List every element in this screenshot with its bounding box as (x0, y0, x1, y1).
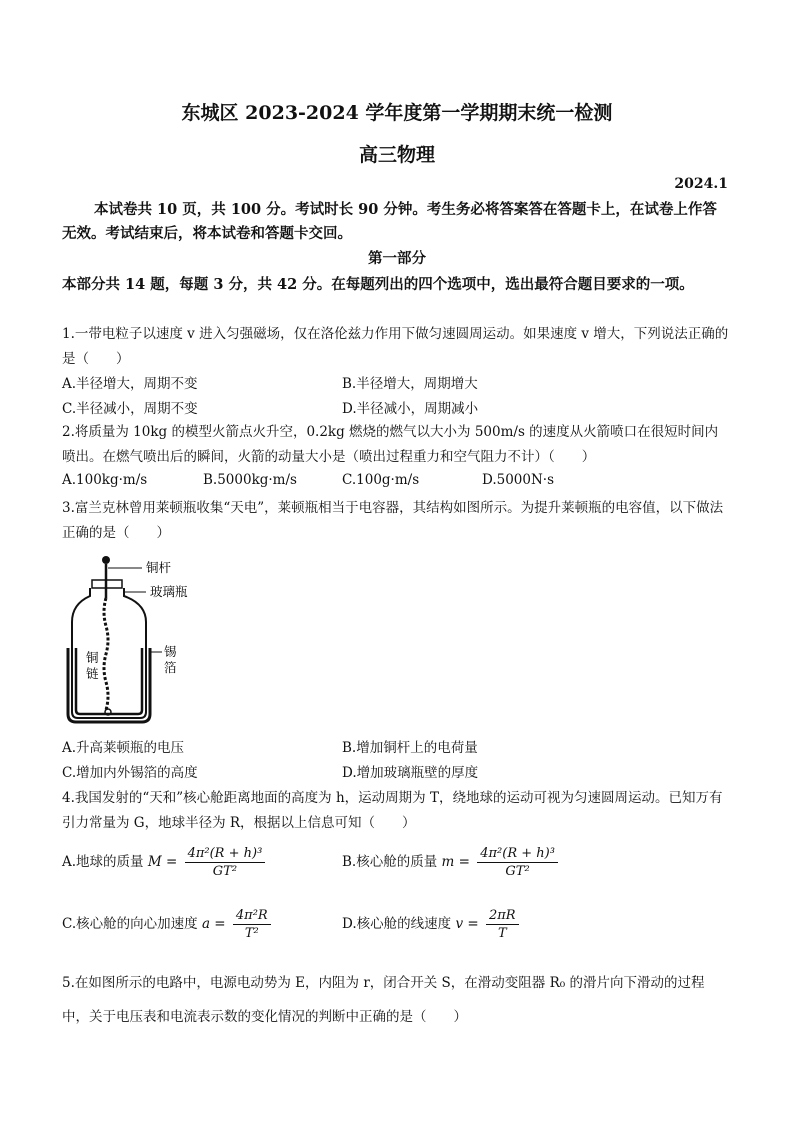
q2-option-b: B.5000kg·m/s (203, 472, 297, 488)
label-foil-1: 锡 (164, 644, 177, 659)
copper-chain (104, 598, 108, 710)
q1-option-b: B.半径增大，周期增大 (342, 376, 478, 392)
section-title: 第一部分 (368, 250, 426, 267)
q4-c-label: C.核心舱的向心加速度 (62, 916, 198, 932)
q2-option-d: D.5000N·s (482, 472, 555, 488)
q2-option-a: A.100kg·m/s (62, 472, 148, 488)
q4-d-lhs: v = (455, 916, 479, 932)
q4-a-label: A.地球的质量 (62, 854, 144, 870)
q4-c-numerator: 4π²R (233, 908, 271, 925)
q4-d-label: D.核心舱的线速度 (342, 916, 452, 932)
leyden-jar-diagram (62, 552, 212, 724)
page-title: 东城区 2023-2024 学年度第一学期期末统一检测 (181, 102, 613, 124)
outer-foil (68, 648, 150, 722)
q1-option-a: A.半径增大，周期不变 (62, 376, 198, 392)
q4-d-fraction (486, 908, 519, 941)
q4-a-numerator: 4π²(R + h)³ (185, 846, 266, 863)
q4-d-numerator: 2πR (486, 908, 519, 925)
q4-a-denominator: GT² (212, 864, 238, 879)
q4-a-lhs: M = (147, 854, 178, 870)
q2-stem: 2.将质量为 10kg 的模型火箭点火升空，0.2kg 燃烧的燃气以大小为 500m/s 的速度从火箭喷口在很短时间内喷出。在燃气喷出后的瞬间，火箭的动量大小是（喷出过程重力和空气阻力不计）（ ） (62, 424, 719, 465)
q4-c-lhs: a = (201, 916, 226, 932)
q4-option-a (62, 846, 265, 879)
q4-stem: 4.我国发射的“天和”核心舱距离地面的高度为 h，运动周期为 T，绕地球的运动可视为匀速圆周运动。已知万有引力常量为 G，地球半径为 R，根据以上信息可知（ ） (62, 790, 723, 831)
q4-b-numerator: 4π²(R + h)³ (477, 846, 558, 863)
q2-option-c: C.100g·m/s (342, 472, 420, 488)
q4-c-denominator: T² (244, 926, 259, 941)
exam-intro: 本试卷共 10 页，共 100 分。考试时长 90 分钟。考生务必将答案答在答题卡上，在试卷上作答无效。考试结束后，将本试卷和答题卡交回。 (62, 201, 717, 242)
q1-stem: 1.一带电粒子以速度 v 进入匀强磁场，仅在洛伦兹力作用下做匀速圆周运动。如果速度 v 增大，下列说法正确的是（ ） (62, 326, 729, 367)
q3-option-b: B.增加铜杆上的电荷量 (342, 740, 478, 756)
label-chain-1: 铜 (86, 650, 99, 665)
exam-date: 2024.1 (674, 176, 728, 192)
label-jar: 玻璃瓶 (150, 584, 188, 599)
q4-b-label: B.核心舱的质量 (342, 854, 438, 870)
q4-b-denominator: GT² (505, 864, 530, 879)
label-chain-2: 链 (86, 666, 99, 681)
label-foil-2: 箔 (164, 660, 177, 675)
q1-option-d: D.半径减小，周期减小 (342, 401, 479, 417)
leyden-jar-figure (62, 552, 212, 728)
q1-option-c: C.半径减小，周期不变 (62, 401, 198, 417)
q4-option-d (342, 908, 519, 941)
section-instructions: 本部分共 14 题，每题 3 分，共 42 分。在每题列出的四个选项中，选出最符合题目要求的一项。 (62, 276, 694, 293)
q3-stem: 3.富兰克林曾用莱顿瓶收集“天电”，莱顿瓶相当于电容器，其结构如图所示。为提升莱顿瓶的电容值，以下做法正确的是（ ） (62, 500, 724, 541)
q4-b-lhs: m = (441, 854, 470, 870)
q3-option-c: C.增加内外锡箔的高度 (62, 765, 198, 781)
q5-stem: 5.在如图所示的电路中，电源电动势为 E，内阻为 r，闭合开关 S，在滑动变阻器 R₀ 的滑片向下滑动的过程中，关于电压表和电流表示数的变化情况的判断中正确的是（ ） (62, 975, 705, 1025)
q4-b-fraction (477, 846, 558, 879)
label-rod: 铜杆 (146, 560, 172, 575)
q3-option-d: D.增加玻璃瓶壁的厚度 (342, 765, 479, 781)
q4-a-fraction (185, 846, 266, 879)
rod-knob (102, 556, 110, 564)
q4-d-denominator: T (497, 926, 507, 941)
q4-option-b (342, 846, 558, 879)
q4-c-fraction (233, 908, 271, 941)
page-subtitle: 高三物理 (358, 144, 435, 166)
q3-option-a: A.升高莱顿瓶的电压 (62, 740, 185, 756)
q4-option-c (62, 908, 271, 941)
